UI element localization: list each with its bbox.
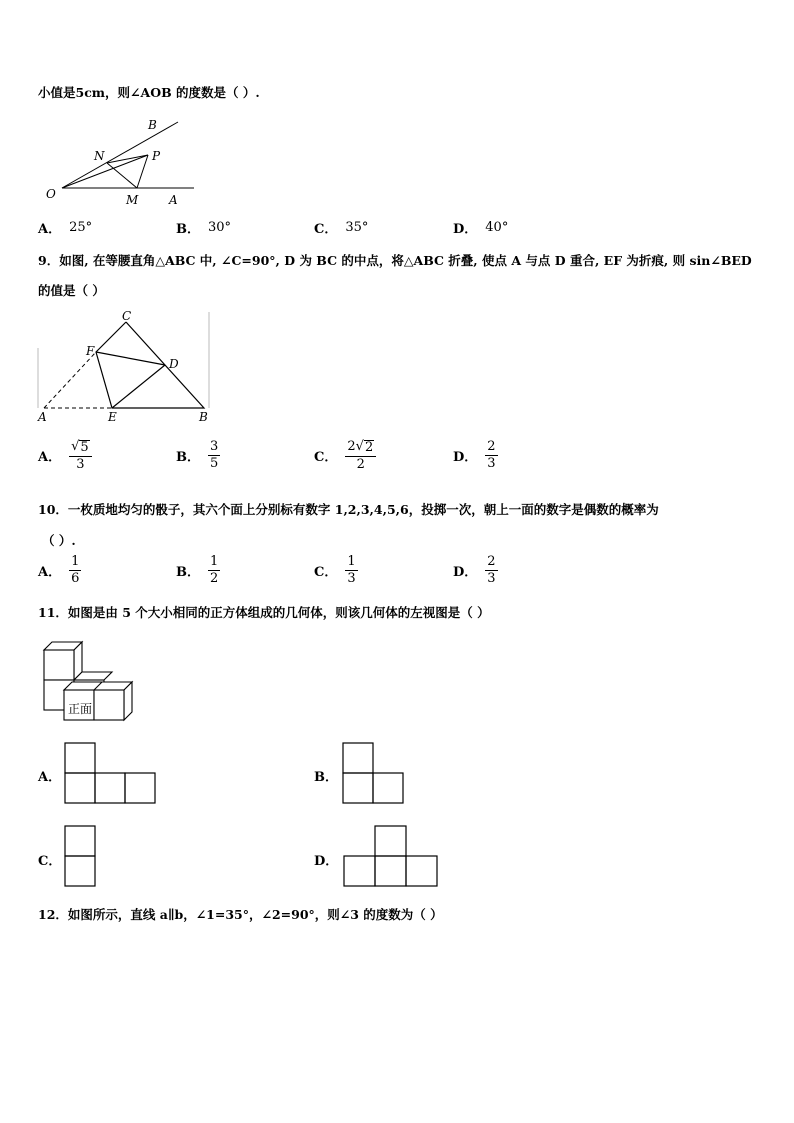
option-value: 25° bbox=[69, 220, 93, 235]
q9-option-d[interactable] bbox=[453, 440, 498, 470]
label-b: B bbox=[148, 118, 157, 132]
label-a: A bbox=[38, 410, 47, 424]
denominator: 3 bbox=[487, 570, 496, 586]
numerator: 2 bbox=[487, 554, 496, 569]
option-label: A． bbox=[38, 770, 62, 785]
q11-option-b-view bbox=[342, 742, 406, 804]
fraction bbox=[208, 440, 220, 470]
q8-option-a[interactable] bbox=[38, 218, 92, 237]
option-label: D． bbox=[453, 449, 478, 465]
q9-option-a[interactable] bbox=[38, 440, 92, 471]
coefficient: 2 bbox=[347, 439, 356, 454]
denominator: 3 bbox=[76, 456, 85, 472]
option-label: B． bbox=[176, 449, 200, 465]
triangle-cbef bbox=[96, 322, 204, 408]
label-c: C bbox=[122, 309, 132, 323]
cube-front-face bbox=[44, 650, 74, 680]
denominator: 6 bbox=[71, 570, 80, 586]
label-e: E bbox=[108, 410, 117, 424]
radicand: 5 bbox=[80, 440, 89, 455]
label-d: D bbox=[169, 357, 179, 371]
q11-option-d-view bbox=[343, 825, 441, 887]
segment-nm bbox=[107, 163, 137, 188]
label-o: O bbox=[46, 187, 56, 201]
q10-option-a[interactable] bbox=[38, 555, 81, 585]
option-label: B． bbox=[176, 564, 200, 580]
numerator: 1 bbox=[71, 554, 80, 569]
sqrt-sign: √ bbox=[71, 439, 80, 454]
option-label: B． bbox=[314, 770, 338, 785]
q10-option-b[interactable] bbox=[176, 555, 220, 585]
option-label: C． bbox=[38, 854, 62, 869]
q10-option-c[interactable] bbox=[314, 555, 358, 585]
option-value: 40° bbox=[485, 220, 509, 235]
segment-op bbox=[62, 155, 148, 188]
q8-option-d[interactable] bbox=[453, 218, 508, 237]
denominator: 3 bbox=[347, 570, 356, 586]
option-label: C． bbox=[314, 450, 338, 466]
q11-option-d[interactable] bbox=[314, 850, 346, 869]
sqrt-sign: √ bbox=[355, 439, 364, 454]
option-label: D． bbox=[453, 222, 478, 237]
q11-option-c-view bbox=[64, 825, 98, 887]
fraction bbox=[69, 555, 81, 585]
label-b: B bbox=[199, 410, 208, 424]
label-n: N bbox=[94, 149, 105, 163]
q11-solid-figure bbox=[38, 634, 153, 729]
denominator: 5 bbox=[210, 455, 219, 471]
fraction bbox=[345, 440, 376, 471]
option-label: D． bbox=[314, 854, 339, 869]
q9-stem-line1: 9．如图, 在等腰直角△ABC 中, ∠C=90°, D 为 BC 的中点，将△ABC 折叠, 使点 A 与点 D 重合, EF 为折痕, 则 sin∠BED bbox=[38, 253, 752, 268]
option-value: 35° bbox=[345, 220, 369, 235]
q9-option-c[interactable] bbox=[314, 440, 376, 471]
q9-option-b[interactable] bbox=[176, 440, 220, 470]
q8-option-c[interactable] bbox=[314, 218, 368, 237]
option-label: C． bbox=[314, 564, 338, 580]
ray-ob bbox=[62, 122, 178, 188]
q11-option-a-view bbox=[64, 742, 158, 804]
segment-ed bbox=[112, 365, 165, 408]
label-a: A bbox=[169, 193, 178, 207]
option-label: A． bbox=[38, 222, 62, 237]
fraction bbox=[485, 555, 497, 585]
q8-stem-tail: 小值是5cm，则∠AOB 的度数是（ ）. bbox=[38, 85, 260, 100]
denominator: 3 bbox=[487, 455, 496, 471]
option-label: A． bbox=[38, 564, 62, 580]
numerator: 2 bbox=[487, 439, 496, 454]
fraction bbox=[485, 440, 497, 470]
option-label: D． bbox=[453, 564, 478, 580]
dashed-af bbox=[44, 352, 96, 408]
denominator: 2 bbox=[356, 456, 365, 472]
q10-stem-line2: （ ）. bbox=[42, 533, 76, 548]
numerator: 3 bbox=[210, 439, 219, 454]
numerator: 1 bbox=[210, 554, 219, 569]
q9-figure bbox=[34, 308, 214, 428]
q12-stem-line1: 12．如图所示，直线 a∥b，∠1=35°，∠2=90°，则∠3 的度数为（ ） bbox=[38, 907, 443, 922]
cube-front-face bbox=[94, 690, 124, 720]
label-f: F bbox=[86, 344, 95, 358]
option-label: A． bbox=[38, 450, 62, 466]
q9-stem-line2: 的值是（ ） bbox=[38, 283, 105, 298]
fraction bbox=[208, 555, 220, 585]
q11-stem-line1: 11．如图是由 5 个大小相同的正方体组成的几何体，则该几何体的左视图是（ ） bbox=[38, 605, 490, 620]
label-p: P bbox=[152, 149, 161, 163]
q10-option-d[interactable] bbox=[453, 555, 498, 585]
radicand: 2 bbox=[364, 440, 374, 455]
front-label: 正面 bbox=[68, 702, 93, 716]
q8-option-b[interactable] bbox=[176, 218, 231, 237]
q10-stem-line1: 10．一枚质地均匀的骰子，其六个面上分别标有数字 1,2,3,4,5,6，投掷一次，朝上一面的数字是偶数的概率为 bbox=[38, 502, 659, 517]
option-value: 30° bbox=[208, 220, 232, 235]
fraction bbox=[69, 440, 92, 471]
label-m: M bbox=[126, 193, 139, 207]
segment-pm bbox=[137, 155, 148, 188]
option-label: C． bbox=[314, 222, 338, 237]
numerator: 1 bbox=[347, 554, 356, 569]
option-label: B． bbox=[176, 222, 200, 237]
fraction bbox=[345, 555, 357, 585]
denominator: 2 bbox=[210, 570, 219, 586]
q8-figure bbox=[40, 112, 210, 212]
